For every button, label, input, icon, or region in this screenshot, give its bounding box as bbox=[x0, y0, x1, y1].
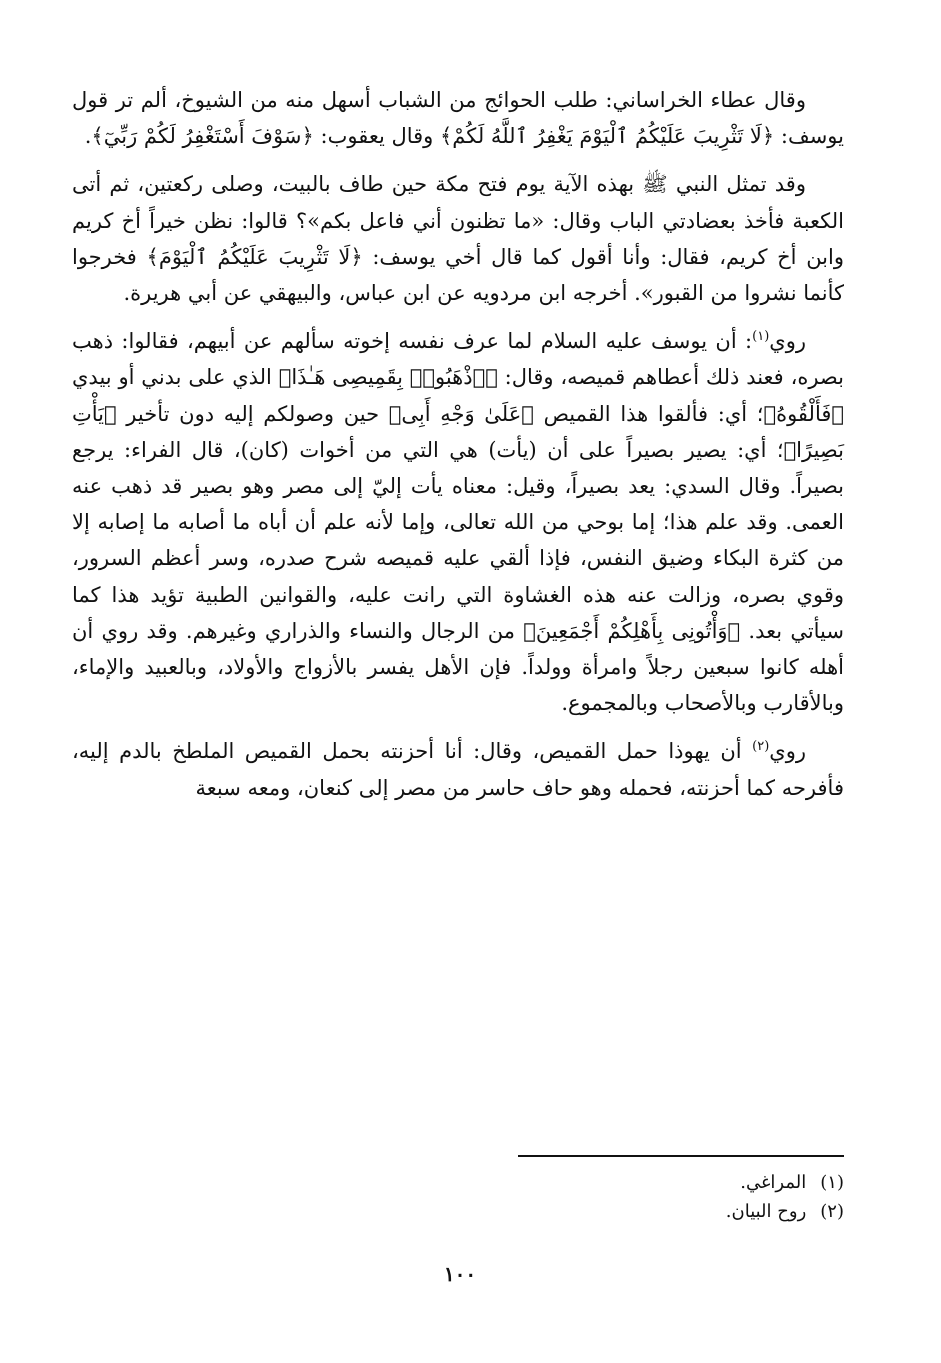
body-text bbox=[72, 82, 844, 806]
paragraph-4-lead: روي bbox=[769, 739, 806, 764]
paragraph-2: وقد تمثل النبي ﷺ بهذه الآية يوم فتح مكة حين طاف بالبيت، وصلى ركعتين، ثم أتى الكعبة فأخذ بعضادتي الباب وقال: «ما تظنون أني فاعل بكم»؟ قالوا: نظن خيراً أخ كريم وابن أخ كريم، فقال: وأنا أقول كما قال أخي يوسف: ﴿لَا تَثْرِيبَ عَلَيْكُمُ ٱلْيَوْمَ﴾ فخرجوا كأنما نشروا من القبور». أخرجه ابن مردويه عن ابن عباس، والبيهقي عن أبي هريرة. bbox=[72, 172, 844, 306]
footnote-ref-1: (١) bbox=[752, 329, 770, 345]
paragraph-4 bbox=[72, 733, 844, 805]
footnotes bbox=[560, 1168, 844, 1226]
footnote-divider bbox=[518, 1155, 844, 1157]
footnote-2 bbox=[560, 1197, 844, 1226]
paragraph-1: وقال عطاء الخراساني: طلب الحوائج من الشباب أسهل منه من الشيوخ، ألم تر قول يوسف: ﴿لَا تَثْرِيبَ عَلَيْكُمُ ٱلْيَوْمَ يَغْفِرُ ٱللَّهُ لَكُمْ﴾ وقال يعقوب: ﴿سَوْفَ أَسْتَغْفِرُ لَكُمْ رَبِّيٓ﴾. bbox=[72, 88, 844, 149]
footnote-number: (١) bbox=[820, 1172, 844, 1193]
paragraph-3-text: : أن يوسف عليه السلام لما عرف نفسه إخوته سألهم عن أبيهم، فقالوا: ذهب بصره، فعند ذلك أعطاهم قميصه، وقال: ﴿ٱذْهَبُوا۟ بِقَمِيصِى هَـٰذَا﴾ الذي على بدني أو بيدي ﴿فَأَلْقُوهُ﴾؛ أي: فألقوا هذا القميص ﴿عَلَىٰ وَجْهِ أَبِى﴾ حين وصولكم إليه دون تأخير ﴿يَأْتِ بَصِيرًا﴾؛ أي: يصير بصيراً على أن (يأت) هي التي من أخوات (كان)، قال الفراء: يرجع بصيراً. وقال السدي: يعد بصيراً، وقيل: معناه يأت إليّ إلى مصر وهو بصير قد ذهب عنه العمى. وقد علم هذا؛ إما بوحي من الله تعالى، وإما لأنه علم أن أباه ما أصابه ما إصابه إلا من كثرة البكاء وضيق النفس، فإذا ألقي عليه قميصه شرح صدره، وسر أعظم السرور، وقوي بصره، وزالت عنه هذه الغشاوة التي رانت عليه، والقوانين الطبية تؤيد هذا كما سيأتي بعد. ﴿وَأْتُونِى بِأَهْلِكُمْ أَجْمَعِينَ﴾ من الرجال والنساء والذراري وغيرهم. وقد روي أن أهله كانوا سبعين رجلاً وامرأة وولداً. فإن الأهل يفسر بالأزواج والأولاد، وبالعبيد والإماء، وبالأقارب وبالأصحاب وبالمجموع. bbox=[72, 329, 844, 716]
footnote-text: المراغي. bbox=[740, 1172, 807, 1193]
paragraph-3 bbox=[72, 323, 844, 721]
footnote-ref-2: (٢) bbox=[752, 739, 770, 755]
paragraph-3-lead: روي bbox=[769, 329, 806, 354]
footnote-number: (٢) bbox=[820, 1201, 844, 1222]
footnote-text: روح البيان. bbox=[725, 1201, 807, 1222]
page-number: ١٠٠ bbox=[443, 1262, 477, 1286]
paragraph-4-text: أن يهوذا حمل القميص، وقال: أنا أحزنته بحمل القميص الملطخ بالدم إليه، فأفرحه كما أحزنته، فحمله وهو حاف حاسر من مصر إلى كنعان، ومعه سبعة bbox=[72, 739, 844, 800]
footnote-1 bbox=[560, 1168, 844, 1197]
